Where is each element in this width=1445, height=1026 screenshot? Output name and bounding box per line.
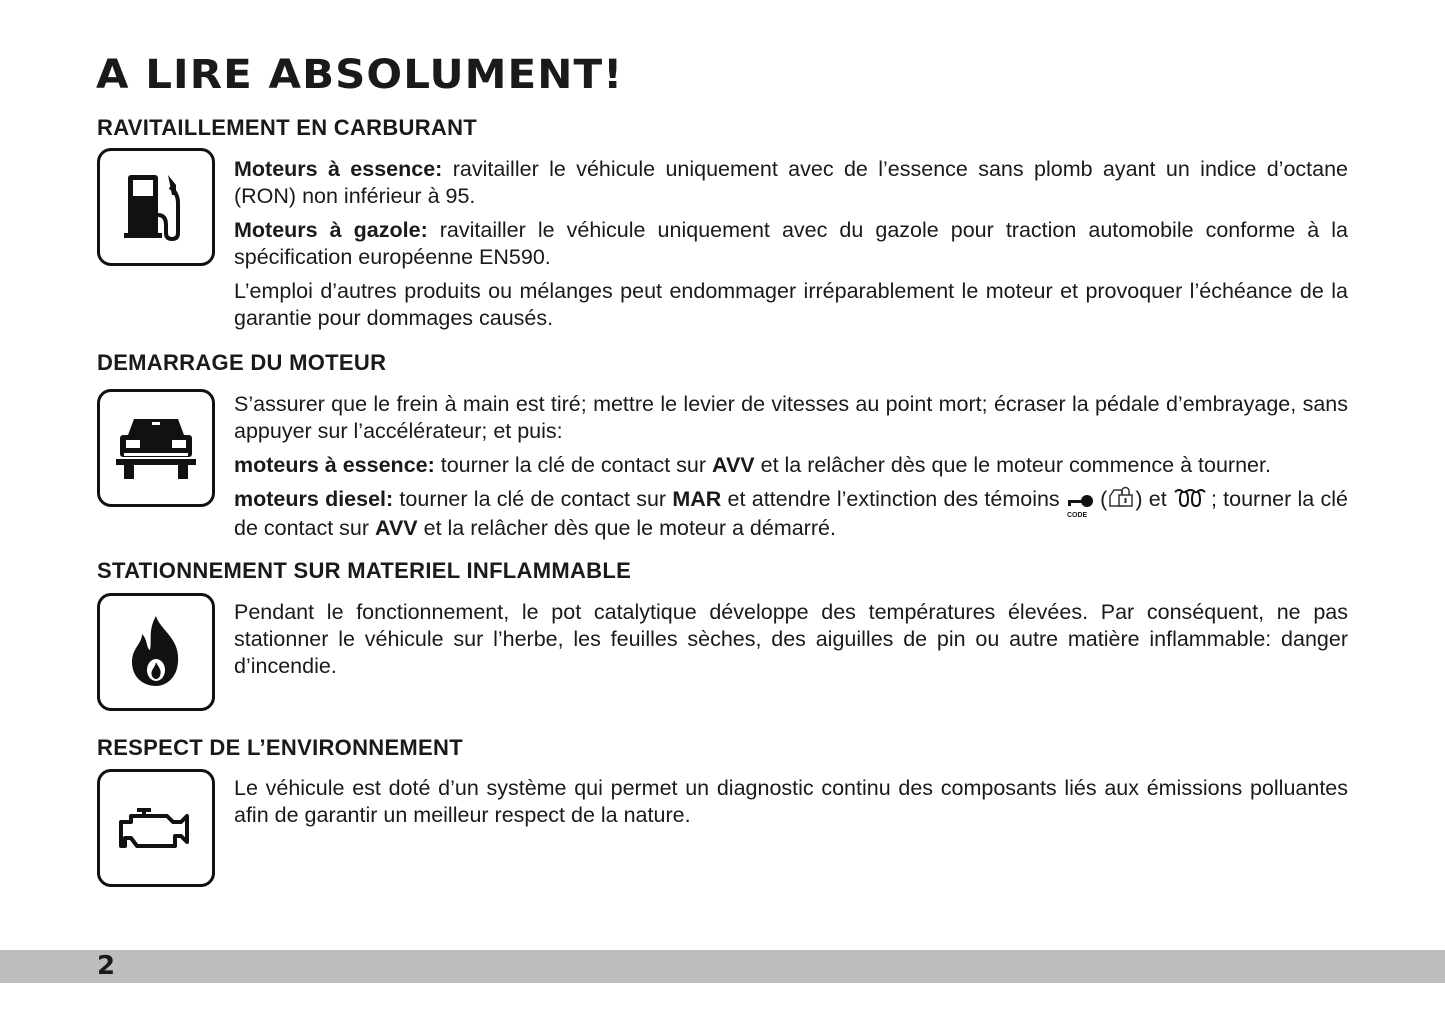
section-body-environment: [234, 775, 1348, 836]
text: et la relâcher dès que le moteur commence à tourner.: [754, 453, 1271, 477]
petrol-label: Moteurs à essence:: [234, 157, 443, 181]
section-heading-fuel: RAVITAILLEMENT EN CARBURANT: [97, 115, 478, 140]
start-intro-text: S’assurer que le frein à main est tiré; mettre le levier de vitesses au point mort; écraser la pédale d’embrayage, sans appuyer sur l’accélérateur; et puis:: [234, 392, 1348, 443]
section-heading-start: DEMARRAGE DU MOTEUR: [97, 350, 387, 375]
text: ; tourner la clé de contact sur: [234, 487, 1348, 540]
text: (: [1093, 487, 1108, 512]
section-heading-flammable: STATIONNEMENT SUR MATERIEL INFLAMMABLE: [97, 558, 632, 583]
text: tourner la clé de contact sur: [393, 487, 673, 512]
text: tourner la clé de contact sur: [434, 453, 713, 477]
warning-text: L’emploi d’autres produits ou mélanges peut endommager irréparablement le moteur et provoquer l’échéance de la garantie pour dommages causés.: [234, 279, 1348, 330]
fuel-pump-icon: [97, 148, 215, 266]
section-body-flammable: [234, 599, 1348, 687]
immobilizer-lock-icon: [1107, 486, 1135, 515]
page-number: 2: [97, 951, 116, 981]
flame-icon: [97, 593, 215, 711]
code-key-icon: [1066, 489, 1094, 519]
section-heading-environment: RESPECT DE L’ENVIRONNEMENT: [97, 735, 463, 760]
key-position-avv: AVV: [712, 453, 755, 477]
section-body-start: [234, 391, 1348, 549]
text: et attendre l’extinction des témoins: [721, 487, 1066, 512]
page-title: A LIRE ABSOLUMENT!: [96, 52, 624, 98]
petrol-engines-label: moteurs à essence:: [234, 453, 435, 477]
key-position-mar: MAR: [672, 487, 722, 512]
footer-bar: [0, 950, 1445, 983]
diesel-engines-label: moteurs diesel:: [234, 487, 394, 512]
section-body-fuel: [234, 156, 1348, 339]
diesel-text: ravitailler le véhicule uniquement avec du gazole pour traction automobile conforme à la spécification européenne EN590.: [234, 218, 1348, 269]
code-label: CODE: [1066, 511, 1088, 519]
glow-plug-icon: [1173, 486, 1211, 515]
engine-icon: [97, 769, 215, 887]
key-position-avv: AVV: [375, 516, 418, 540]
flammable-text: Pendant le fonctionnement, le pot catalytique développe des températures élevées. Par conséquent, ne pas stationner le véhicule sur l’herbe, les feuilles sèches, des aiguilles de pin ou autre matière inflammable: danger d’incendie.: [234, 600, 1348, 678]
text: et la relâcher dès que le moteur a démarré.: [417, 516, 836, 540]
text: ) et: [1135, 487, 1173, 512]
environment-text: Le véhicule est doté d’un système qui permet un diagnostic continu des composants liés aux émissions polluantes afin de garantir un meilleur respect de la nature.: [234, 776, 1348, 827]
diesel-label: Moteurs à gazole:: [234, 218, 428, 242]
petrol-text: ravitailler le véhicule uniquement avec de l’essence sans plomb ayant un indice d’octane (RON) non inférieur à 95.: [234, 157, 1348, 208]
car-front-icon: [97, 389, 215, 507]
